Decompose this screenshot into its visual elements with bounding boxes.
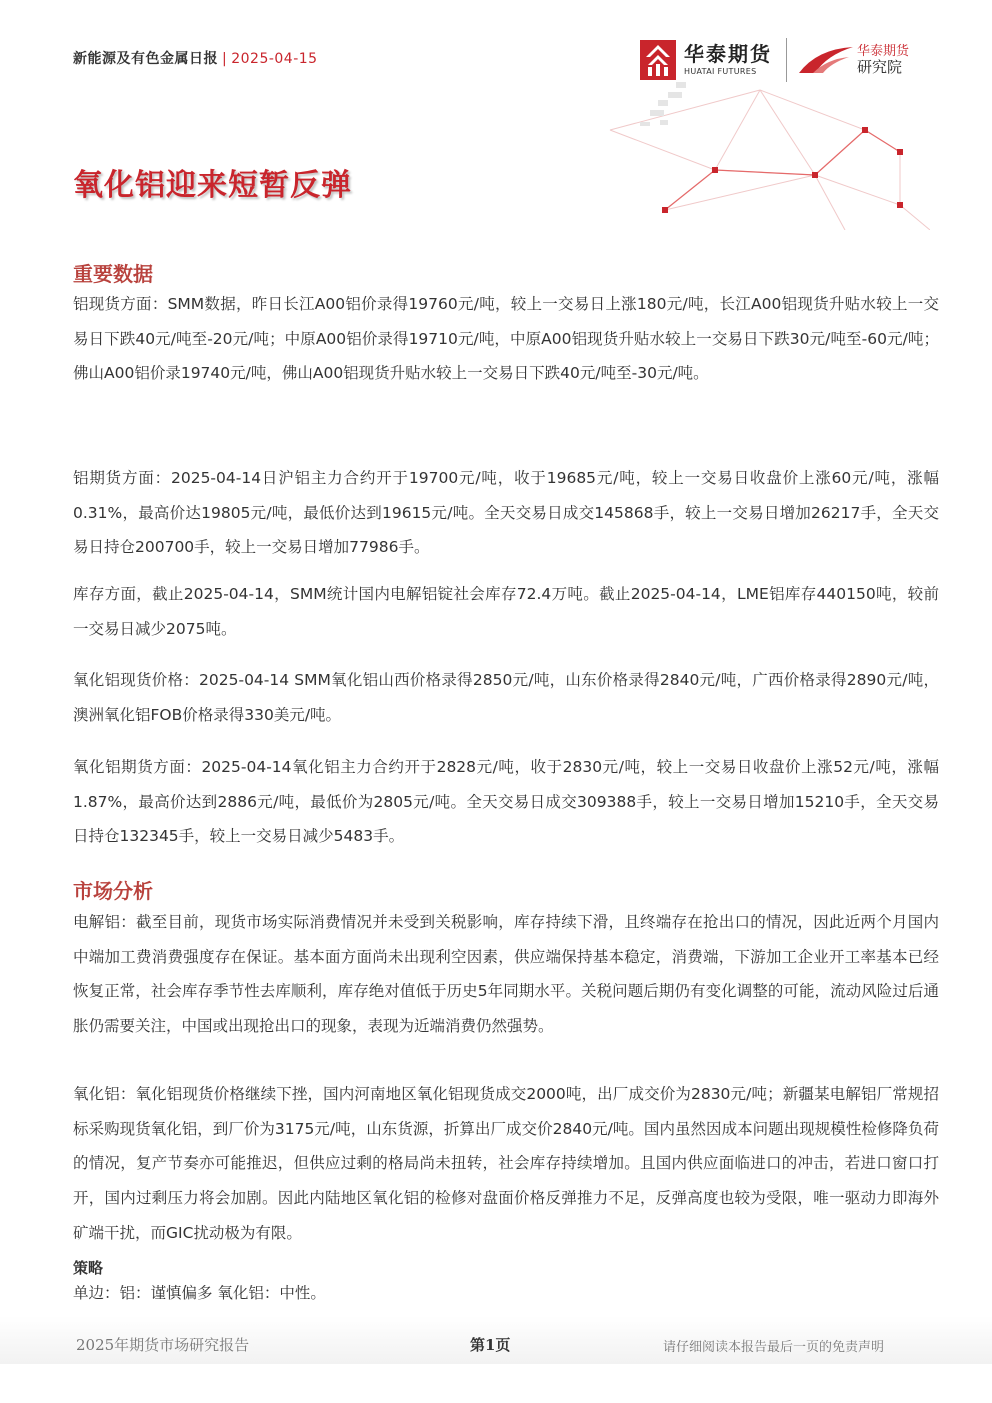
huatai-logo-icon <box>640 40 676 80</box>
aluminum-futures-paragraph: 铝期货方面：2025-04-14日沪铝主力合约开于19700元/吨，收于19685元/吨，较上一交易日收盘价上涨60元/吨，涨幅0.31%，最高价达19805元/吨，最低价达到19615元/吨。全天交易日成交145868手，较上一交易日增加26217手，全天交易日持仓200700手，较上一交易日增加77986手。 <box>73 469 939 557</box>
footer-report-name: 2025年期货市场研究报告 <box>76 1336 250 1354</box>
alumina-futures-paragraph: 氧化铝期货方面：2025-04-14氧化铝主力合约开于2828元/吨，收于2830元/吨，较上一交易日收盘价上涨52元/吨，涨幅1.87%，最高价达到2886元/吨，最低价为2805元/吨。全天交易日成交309388手，较上一交易日增加15210手，全天交易日持仓132345手，较上一交易日减少5483手。 <box>73 758 939 846</box>
report-subtitle <box>73 48 318 68</box>
market-analysis-heading: 市场分析 <box>73 879 153 903</box>
report-header <box>0 0 992 230</box>
alumina-analysis: 氧化铝：氧化铝现货价格继续下挫，国内河南地区氧化铝现货成交2000吨，出厂成交价为2830元/吨；新疆某电解铝厂常规招标采购现货氧化铝，到厂价为3175元/吨，山东货源，折算出厂成交价2840元/吨。国内虽然因成本问题出现规模性检修降负荷的情况，复产节奏亦可能推迟，但供应过剩的格局尚未扭转，社会库存持续增加。且国内供应面临进口的冲击，若进口窗口打开，国内过剩压力将会加剧。因此内陆地区氧化铝的检修对盘面价格反弹推力不足，反弹高度也较为受限，唯一驱动力即海外矿端干扰，而GIC扰动极为有限。 <box>73 1085 939 1242</box>
header-separator: | <box>222 51 228 67</box>
logo-divider <box>786 38 787 82</box>
strategy-heading: 策略 <box>73 1259 104 1277</box>
company-name-cn: 华泰期货 <box>684 42 772 66</box>
page-title: 氧化铝迎来短暂反弹 <box>73 168 352 203</box>
network-decoration-graphic <box>600 67 930 230</box>
company-logo <box>640 36 909 84</box>
report-name: 新能源及有色金属日报 <box>73 51 218 67</box>
disclaimer-note: 请仔细阅读本报告最后一页的免责声明 <box>663 1340 885 1355</box>
institute-name-bottom: 研究院 <box>857 57 903 76</box>
page-number: 第1页 <box>470 1336 511 1354</box>
report-date: 2025-04-15 <box>231 51 318 67</box>
alumina-spot-paragraph: 氧化铝现货价格：2025-04-14 SMM氧化铝山西价格录得2850元/吨，山东价格录得2840元/吨，广西价格录得2890元/吨，澳洲氧化铝FOB价格录得330美元/吨。 <box>73 671 939 724</box>
strategy-text: 单边：铝：谨慎偏多 氧化铝：中性。 <box>73 1284 326 1302</box>
institute-swoosh-icon <box>797 43 855 77</box>
inventory-paragraph: 库存方面，截止2025-04-14，SMM统计国内电解铝锭社会库存72.4万吨。截止2025-04-14，LME铝库存440150吨，较前一交易日减少2075吨。 <box>73 585 939 638</box>
institute-name-top: 华泰期货 <box>857 43 910 59</box>
aluminum-spot-paragraph: 铝现货方面：SMM数据，昨日长江A00铝价录得19760元/吨，较上一交易日上涨180元/吨，长江A00铝现货升贴水较上一交易日下跌40元/吨至-20元/吨；中原A00铝价录得19710元/吨，中原A00铝现货升贴水较上一交易日下跌30元/吨至-60元/吨；佛山A00铝价录19740元/吨，佛山A00铝现货升贴水较上一交易日下跌40元/吨至-30元/吨。 <box>73 295 939 383</box>
electrolytic-aluminum-analysis: 电解铝：截至目前，现货市场实际消费情况并未受到关税影响，库存持续下滑，且终端存在抢出口的情况，因此近两个月国内中端加工费消费强度存在保证。基本面方面尚未出现利空因素，供应端保持基本稳定，消费端，下游加工企业开工率基本已经恢复正常，社会库存季节性去库顺利，库存绝对值低于历史5年同期水平。关税问题后期仍有变化调整的可能，流动风险过后通胀仍需要关注，中国或出现抢出口的现象，表现为近端消费仍然强势。 <box>73 913 939 1036</box>
key-data-heading: 重要数据 <box>73 262 153 286</box>
company-name-en: HUATAI FUTURES <box>684 67 757 76</box>
